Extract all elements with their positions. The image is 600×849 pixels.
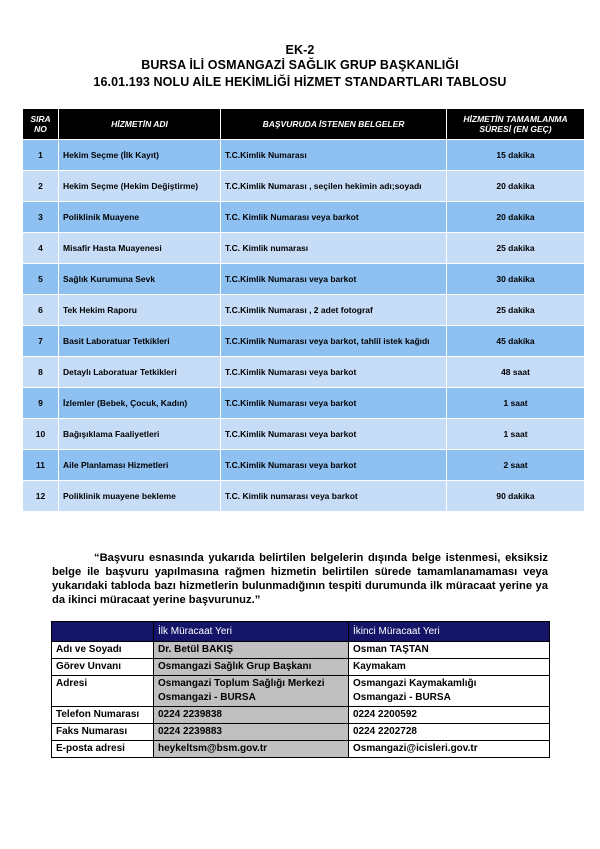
- required-documents: T.C.Kimlik Numarası , 2 adet fotograf: [221, 295, 447, 326]
- table-row: [23, 419, 585, 450]
- table-row: [23, 202, 585, 233]
- first-contact-value: [154, 724, 349, 741]
- row-number: 7: [23, 326, 59, 357]
- document-label: EK-2: [285, 43, 315, 57]
- second-contact-value-line: Kaymakam: [353, 661, 406, 672]
- first-contact-value-line: heykeltsm@bsm.gov.tr: [158, 743, 268, 754]
- table-row: [23, 388, 585, 419]
- contact-row: [52, 642, 550, 659]
- table-row: [23, 295, 585, 326]
- second-contact-value-line: 0224 2200592: [353, 709, 417, 720]
- row-number: 6: [23, 295, 59, 326]
- service-name: Poliklinik Muayene: [59, 202, 221, 233]
- table-row: [23, 481, 585, 512]
- service-standards-table: [22, 108, 585, 512]
- completion-time: 20 dakika: [447, 171, 585, 202]
- column-header-order: SIRA NO: [23, 109, 59, 140]
- second-contact-value: [349, 707, 550, 724]
- service-name: Hekim Seçme (Hekim Değiştirme): [59, 171, 221, 202]
- first-contact-value: [154, 741, 349, 758]
- required-documents: T.C.Kimlik Numarası veya barkot, tahlil istek kağıdı: [221, 326, 447, 357]
- second-contact-value-line: Osmangazi - BURSA: [353, 692, 451, 703]
- required-documents: T.C.Kimlik Numarası: [221, 140, 447, 171]
- service-name: Misafir Hasta Muayenesi: [59, 233, 221, 264]
- second-contact-value-line: Osmangazi Kaymakamlığı: [353, 678, 477, 689]
- required-documents: T.C.Kimlik Numarası veya barkot: [221, 357, 447, 388]
- first-contact-value-line: 0224 2239883: [158, 726, 222, 737]
- contact-label: Görev Unvanı: [52, 659, 154, 676]
- table-row: [23, 357, 585, 388]
- service-name: Bağışıklama Faaliyetleri: [59, 419, 221, 450]
- second-contact-value-line: Osmangazi@icisleri.gov.tr: [353, 743, 478, 754]
- row-number: 5: [23, 264, 59, 295]
- first-contact-value: [154, 659, 349, 676]
- required-documents: T.C.Kimlik Numarası veya barkot: [221, 264, 447, 295]
- table-row: [23, 450, 585, 481]
- contact-table-header: [52, 622, 550, 642]
- row-number: 9: [23, 388, 59, 419]
- institution-title: BURSA İLİ OSMANGAZİ SAĞLIK GRUP BAŞKANLIĞI: [141, 58, 459, 72]
- required-documents: T.C. Kimlik Numarası veya barkot: [221, 202, 447, 233]
- row-number: 4: [23, 233, 59, 264]
- contact-label: Adı ve Soyadı: [52, 642, 154, 659]
- service-name: Sağlık Kurumuna Sevk: [59, 264, 221, 295]
- contact-row: [52, 676, 550, 707]
- completion-time: 48 saat: [447, 357, 585, 388]
- row-number: 10: [23, 419, 59, 450]
- contact-header-second: İkinci Müracaat Yeri: [349, 622, 550, 642]
- completion-time: 25 dakika: [447, 233, 585, 264]
- service-name: Detaylı Laboratuar Tetkikleri: [59, 357, 221, 388]
- completion-time: 25 dakika: [447, 295, 585, 326]
- second-contact-value: [349, 741, 550, 758]
- first-contact-value: [154, 676, 349, 707]
- contact-header-first: İlk Müracaat Yeri: [154, 622, 349, 642]
- table-row: [23, 171, 585, 202]
- table-row: [23, 233, 585, 264]
- first-contact-value-line: Dr. Betül BAKIŞ: [158, 644, 234, 655]
- completion-time: 90 dakika: [447, 481, 585, 512]
- completion-time: 15 dakika: [447, 140, 585, 171]
- row-number: 2: [23, 171, 59, 202]
- first-contact-value-line: 0224 2239838: [158, 709, 222, 720]
- contact-row: [52, 659, 550, 676]
- second-contact-value: [349, 659, 550, 676]
- required-documents: T.C.Kimlik Numarası veya barkot: [221, 450, 447, 481]
- table-title: 16.01.193 NOLU AİLE HEKİMLİĞİ HİZMET STANDARTLARI TABLOSU: [93, 75, 507, 89]
- column-header-service-name: HİZMETİN ADI: [59, 109, 221, 140]
- completion-time: 1 saat: [447, 388, 585, 419]
- service-name: İzlemler (Bebek, Çocuk, Kadın): [59, 388, 221, 419]
- required-documents: T.C.Kimlik Numarası veya barkot: [221, 419, 447, 450]
- contact-row: [52, 724, 550, 741]
- contact-label: E-posta adresi: [52, 741, 154, 758]
- second-contact-value: [349, 676, 550, 707]
- service-table-header: [23, 109, 585, 140]
- required-documents: T.C.Kimlik Numarası veya barkot: [221, 388, 447, 419]
- completion-time: 45 dakika: [447, 326, 585, 357]
- second-contact-value-line: Osman TAŞTAN: [353, 644, 429, 655]
- contact-row: [52, 707, 550, 724]
- row-number: 11: [23, 450, 59, 481]
- column-header-duration: HİZMETİN TAMAMLANMA SÜRESİ (EN GEÇ): [447, 109, 585, 140]
- second-contact-value-line: 0224 2202728: [353, 726, 417, 737]
- completion-time: 1 saat: [447, 419, 585, 450]
- table-row: [23, 326, 585, 357]
- service-name: Basit Laboratuar Tetkikleri: [59, 326, 221, 357]
- required-documents: T.C. Kimlik numarası: [221, 233, 447, 264]
- row-number: 1: [23, 140, 59, 171]
- row-number: 12: [23, 481, 59, 512]
- contact-label: Adresi: [52, 676, 154, 707]
- first-contact-value-line: Osmangazi Sağlık Grup Başkanı: [158, 661, 312, 672]
- row-number: 8: [23, 357, 59, 388]
- contact-table: [51, 621, 550, 758]
- table-row: [23, 264, 585, 295]
- required-documents: T.C. Kimlik numarası veya barkot: [221, 481, 447, 512]
- contact-label: Faks Numarası: [52, 724, 154, 741]
- contact-header-blank: [52, 622, 154, 642]
- required-documents: T.C.Kimlik Numarası , seçilen hekimin adı;soyadı: [221, 171, 447, 202]
- first-contact-value-line: Osmangazi - BURSA: [158, 692, 256, 703]
- first-contact-value: [154, 642, 349, 659]
- column-header-documents: BAŞVURUDA İSTENEN BELGELER: [221, 109, 447, 140]
- completion-time: 2 saat: [447, 450, 585, 481]
- second-contact-value: [349, 642, 550, 659]
- contact-row: [52, 741, 550, 758]
- service-name: Tek Hekim Raporu: [59, 295, 221, 326]
- complaint-note: “Başvuru esnasında yukarıda belirtilen belgelerin dışında belge istenmesi, eksiksiz belge ile başvuru yapılmasına rağmen hizmetin belirtilen sürede tamamlanamaması veya yukarıdaki tabloda bazı hizmetlerin bulunmadığının tespiti durumunda ilk müracaat yerine ya da ikinci müracaat yerine başvurunuz.”: [52, 552, 548, 606]
- first-contact-value: [154, 707, 349, 724]
- service-name: Hekim Seçme (İlk Kayıt): [59, 140, 221, 171]
- completion-time: 20 dakika: [447, 202, 585, 233]
- completion-time: 30 dakika: [447, 264, 585, 295]
- service-name: Aile Planlaması Hizmetleri: [59, 450, 221, 481]
- contact-label: Telefon Numarası: [52, 707, 154, 724]
- service-name: Poliklinik muayene bekleme: [59, 481, 221, 512]
- row-number: 3: [23, 202, 59, 233]
- table-row: [23, 140, 585, 171]
- first-contact-value-line: Osmangazi Toplum Sağlığı Merkezi: [158, 678, 325, 689]
- second-contact-value: [349, 724, 550, 741]
